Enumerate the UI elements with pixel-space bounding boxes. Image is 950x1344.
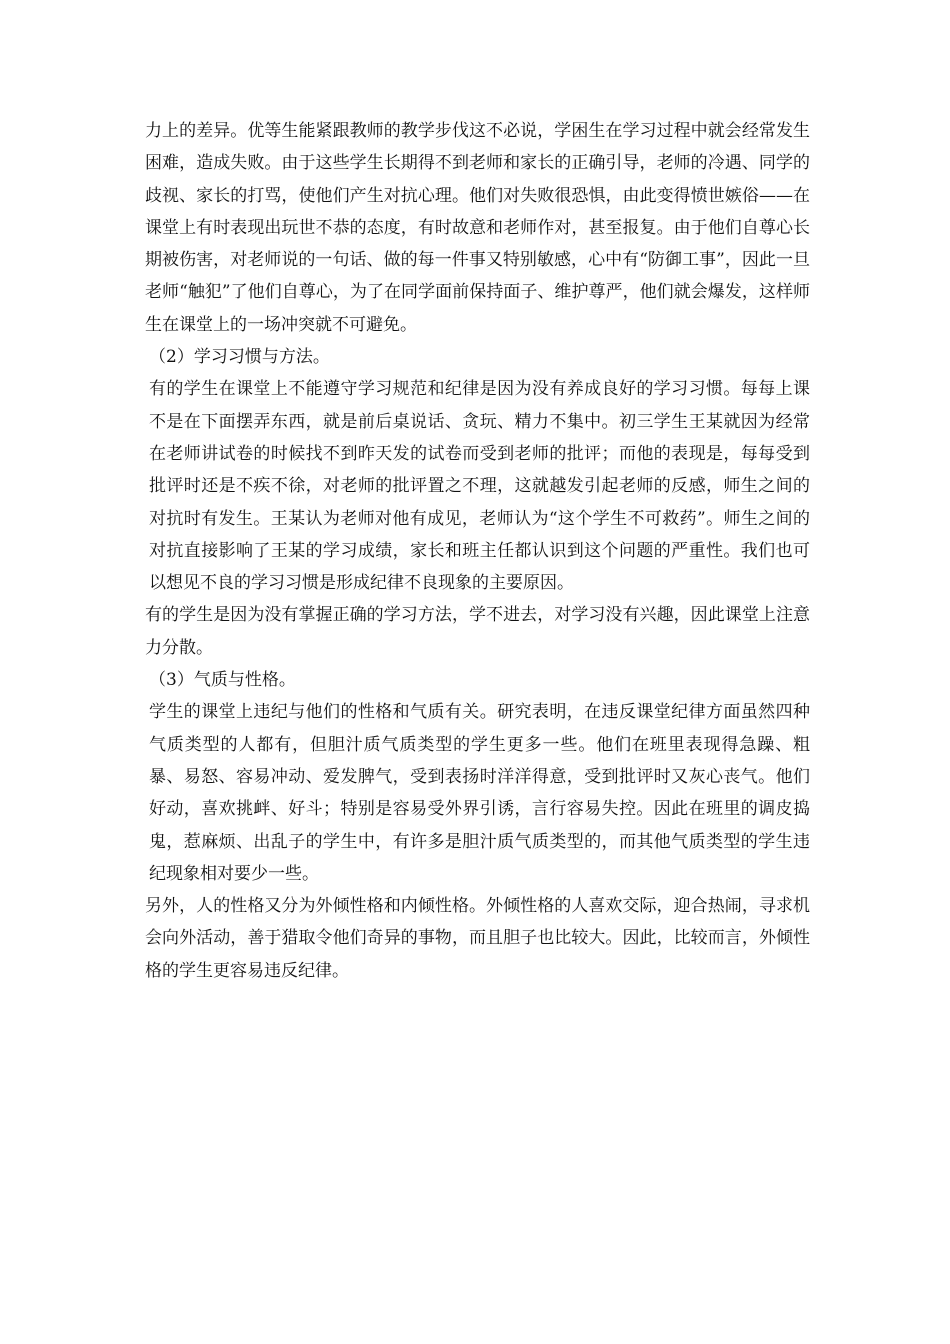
paragraph-differences: 力上的差异。优等生能紧跟教师的教学步伐这不必说，学困生在学习过程中就会经常发生困难，造成失败。由于这些学生长期得不到老师和家长的正确引导，老师的冷遇、同学的歧视、家长的打骂，使他们产生对抗心理。他们对失败很恐惧，由此变得愤世嫉俗——在课堂上有时表现出玩世不恭的态度，有时故意和老师作对，甚至报复。由于他们自尊心长期被伤害，对老师说的一句话、做的每一件事又特别敏感，心中有“防御工事”，因此一旦老师“触犯”了他们自尊心，为了在同学面前保持面子、维护尊严，他们就会爆发，这样师生在课堂上的一场冲突就不可避免。: [145, 121, 810, 335]
heading-study-habits: （2）学习习惯与方法。: [149, 347, 330, 368]
paragraph-temperament: 学生的课堂上违纪与他们的性格和气质有关。研究表明，在违反课堂纪律方面虽然四种气质类型的人都有，但胆汁质气质类型的学生更多一些。他们在班里表现得急躁、粗暴、易怒、容易冲动、爱发脾气，受到表扬时洋洋得意，受到批评时又灰心丧气。他们好动，喜欢挑衅、好斗；特别是容易受外界引诱，言行容易失控。因此在班里的调皮捣鬼，惹麻烦、出乱子的学生中，有许多是胆汁质气质类型的，而其他气质类型的学生违纪现象相对要少一些。: [149, 702, 810, 884]
body-text: [145, 115, 810, 987]
paragraph-study-habits: 有的学生在课堂上不能遵守学习规范和纪律是因为没有养成良好的学习习惯。每每上课不是在下面摆弄东西，就是前后桌说话、贪玩、精力不集中。初三学生王某就因为经常在老师讲试卷的时候找不到昨天发的试卷而受到老师的批评；而他的表现是，每每受到批评时还是不疾不徐，对老师的批评置之不理，这就越发引起老师的反感，师生之间的对抗时有发生。王某认为老师对他有成见，老师认为“这个学生不可救药”。师生之间的对抗直接影响了王某的学习成绩，家长和班主任都认识到这个问题的严重性。我们也可以想见不良的学习习惯是形成纪律不良现象的主要原因。: [149, 379, 810, 594]
heading-temperament: （3）气质与性格。: [149, 670, 296, 691]
paragraph-study-methods: 有的学生是因为没有掌握正确的学习方法，学不进去，对学习没有兴趣，因此课堂上注意力分散。: [145, 605, 810, 658]
paragraph-personality: 另外，人的性格又分为外倾性格和内倾性格。外倾性格的人喜欢交际，迎合热闹，寻求机会向外活动，善于猎取令他们奇异的事物，而且胆子也比较大。因此，比较而言，外倾性格的学生更容易违反纪律。: [145, 896, 810, 981]
